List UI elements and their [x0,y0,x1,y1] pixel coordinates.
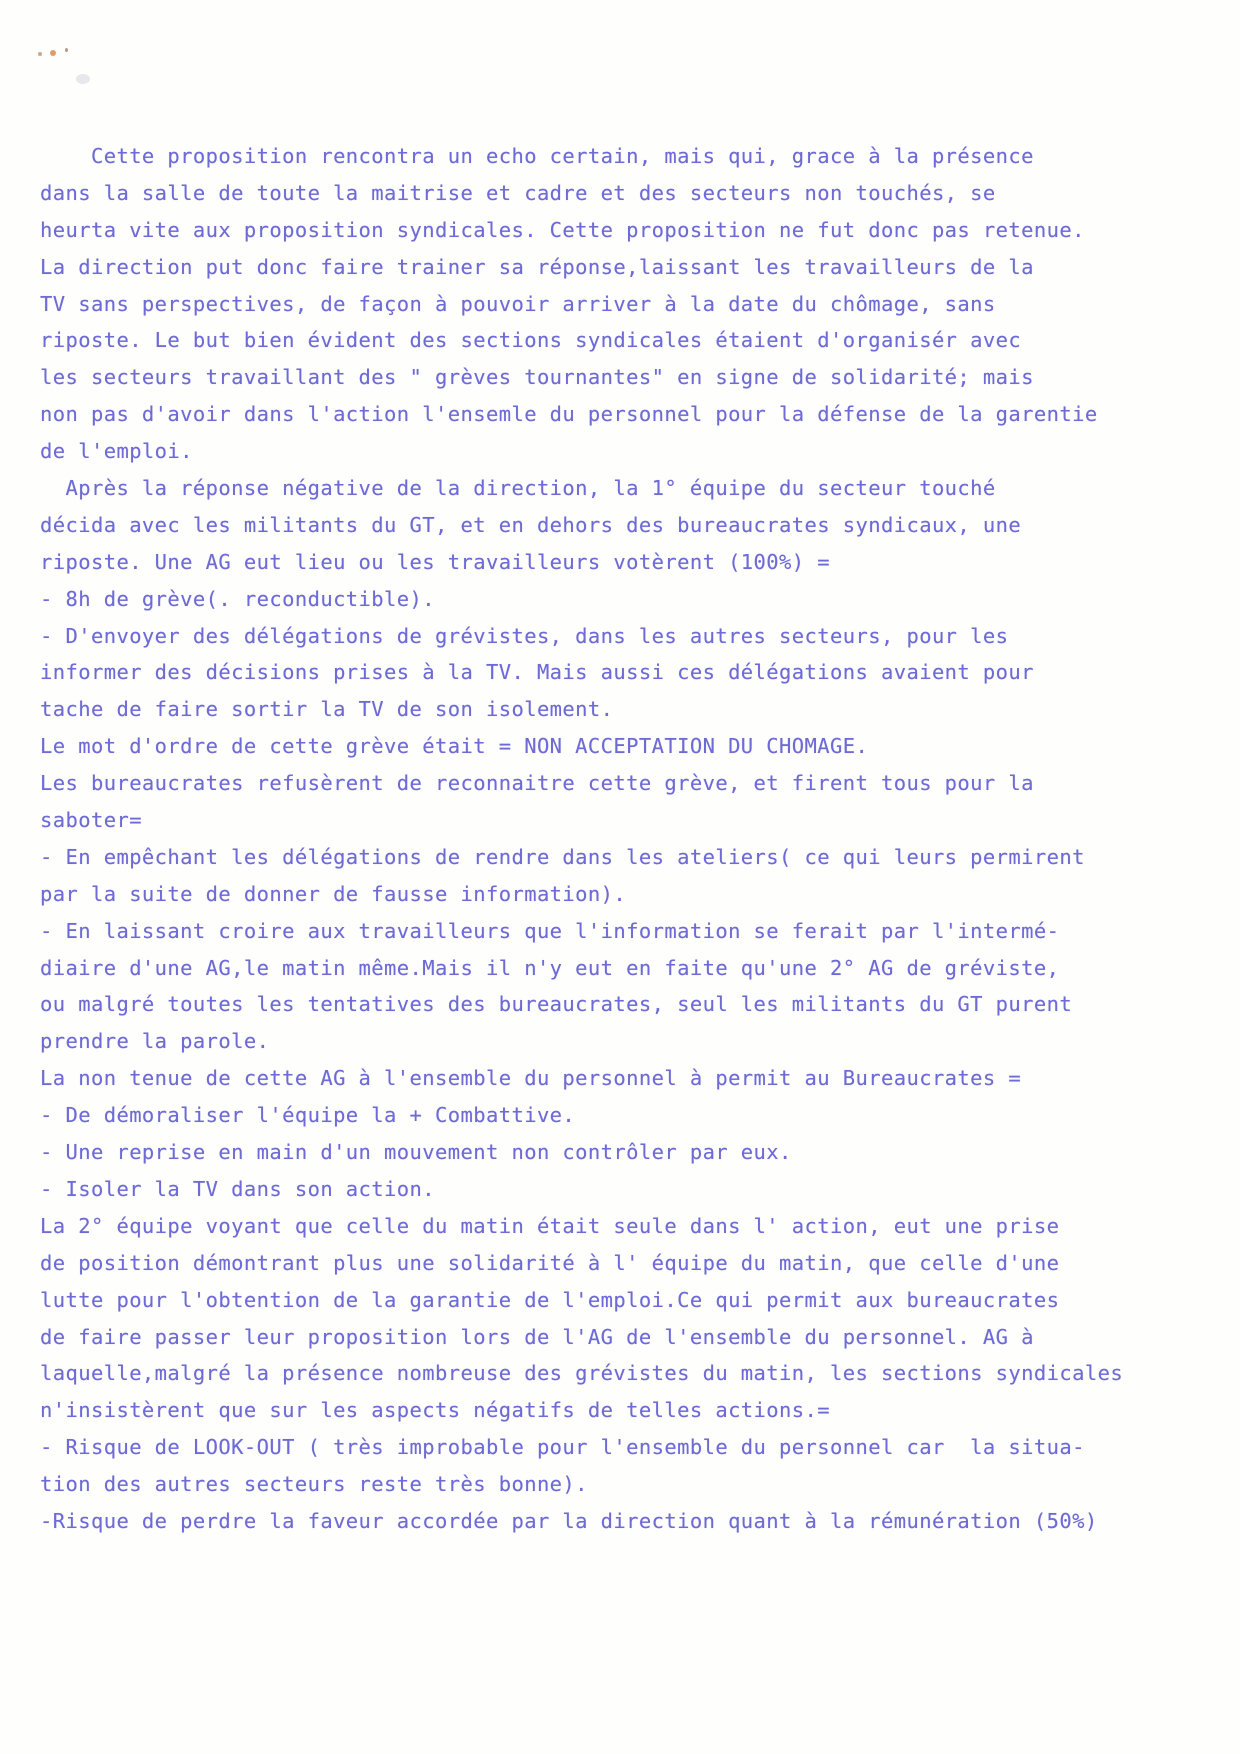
text-line: prendre la parole. [40,1029,270,1054]
text-line: les secteurs travaillant des " grèves tournantes" en signe de solidarité; mais [40,365,1034,390]
text-line: saboter= [40,808,142,833]
text-line: - Risque de LOOK-OUT ( très improbable pour l'ensemble du personnel car la situa- [40,1435,1085,1460]
paper-speck [50,50,56,56]
text-line: - Isoler la TV dans son action. [40,1176,436,1201]
text-line: tache de faire sortir la TV de son isolement. [40,697,614,722]
text-line: n'insistèrent que sur les aspects négatifs de telles actions.= [40,1398,831,1423]
text-line: diaire d'une AG,le matin même.Mais il n'y eut en faite qu'une 2° AG de gréviste, [40,955,1060,980]
text-line: décida avec les militants du GT, et en dehors des bureaucrates syndicaux, une [40,512,1022,537]
text-line: Le mot d'ordre de cette grève était = NON ACCEPTATION DU CHOMAGE. [40,734,869,759]
paper-speck [76,74,90,84]
text-line: La direction put donc faire trainer sa réponse,laissant les travailleurs de la [40,254,1034,279]
text-line: de faire passer leur proposition lors de l'AG de l'ensemble du personnel. AG à [40,1324,1034,1349]
text-line: non pas d'avoir dans l'action l'ensemle du personnel pour la défense de la garentie [40,402,1098,427]
text-line: La non tenue de cette AG à l'ensemble du personnel à permit au Bureaucrates = [40,1066,1022,1091]
text-line: Cette proposition rencontra un echo certain, mais qui, grace à la présence [40,144,1034,168]
text-line: ou malgré toutes les tentatives des bureaucrates, seul les militants du GT purent [40,992,1073,1017]
text-line: - D'envoyer des délégations de grévistes, dans les autres secteurs, pour les [40,623,1009,648]
typewritten-text [40,138,1210,1540]
text-line: Après la réponse négative de la direction, la 1° équipe du secteur touché [40,476,996,501]
text-line: - Une reprise en main d'un mouvement non contrôler par eux. [40,1140,792,1165]
text-line: - En empêchant les délégations de rendre dans les ateliers( ce qui leurs permirent [40,844,1085,869]
text-line: heurta vite aux proposition syndicales. Cette proposition ne fut donc pas retenue. [40,217,1085,242]
text-line: de l'emploi. [40,439,193,464]
text-line: La 2° équipe voyant que celle du matin était seule dans l' action, eut une prise [40,1213,1060,1238]
text-line: TV sans perspectives, de façon à pouvoir arriver à la date du chômage, sans [40,291,996,316]
text-line: -Risque de perdre la faveur accordée par la direction quant à la rémunération (50%) [40,1508,1098,1533]
text-line: riposte. Le but bien évident des sections syndicales étaient d'organisér avec [40,328,1022,353]
text-line: - 8h de grève(. reconductible). [40,586,436,611]
text-line: par la suite de donner de fausse information). [40,881,627,906]
text-line: de position démontrant plus une solidarité à l' équipe du matin, que celle d'une [40,1250,1060,1275]
text-line: riposte. Une AG eut lieu ou les travailleurs votèrent (100%) = [40,549,831,574]
text-line: - En laissant croire aux travailleurs que l'information se ferait par l'intermé- [40,918,1060,943]
text-line: dans la salle de toute la maitrise et cadre et des secteurs non touchés, se [40,180,996,205]
text-line: tion des autres secteurs reste très bonne). [40,1472,588,1497]
text-line: lutte pour l'obtention de la garantie de l'emploi.Ce qui permit aux bureaucrates [40,1287,1060,1312]
paper-speck [38,52,42,56]
text-line: Les bureaucrates refusèrent de reconnaitre cette grève, et firent tous pour la [40,771,1034,796]
text-line: informer des décisions prises à la TV. Mais aussi ces délégations avaient pour [40,660,1034,685]
paper-speck [65,48,68,52]
text-line: - De démoraliser l'équipe la + Combattive. [40,1103,576,1128]
text-line: laquelle,malgré la présence nombreuse des grévistes du matin, les sections syndicales [40,1361,1124,1386]
